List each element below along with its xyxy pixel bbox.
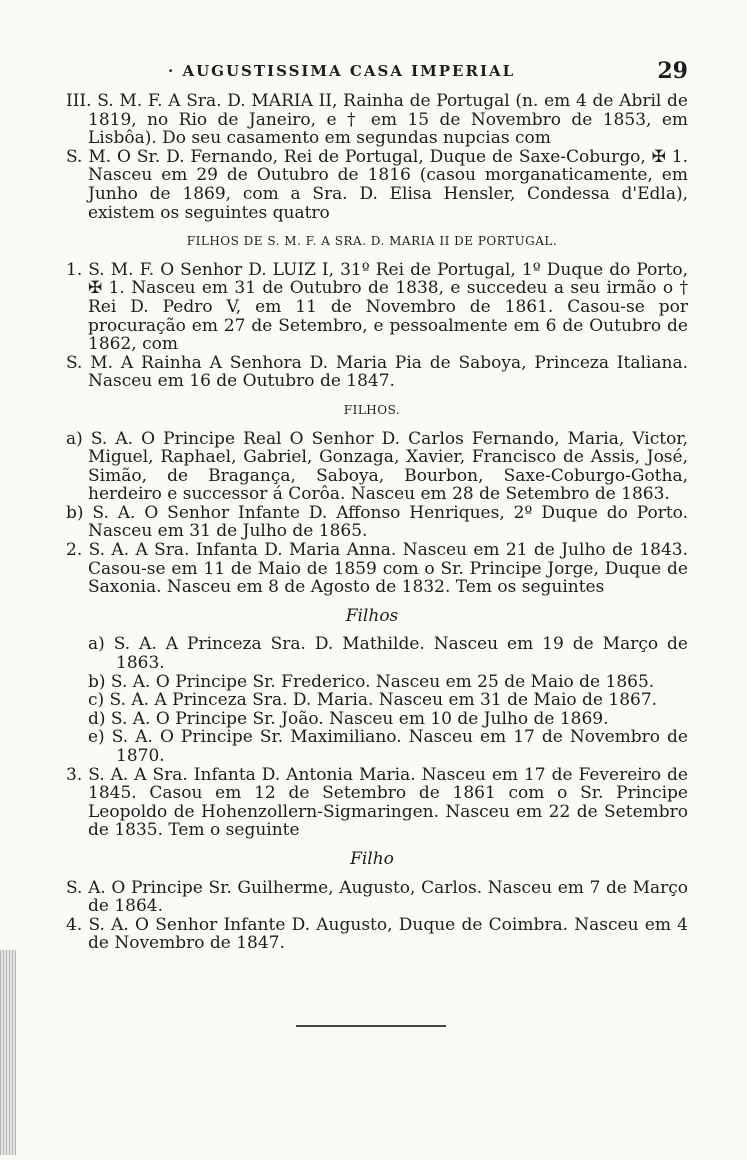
closing-rule bbox=[296, 1025, 446, 1027]
entry-augusto: 4. S. A. O Senhor Infante D. Augusto, Duque de Coimbra. Nasceu em 4 de Novembro de 1847. bbox=[66, 914, 688, 954]
paragraph-fernando: S. M. O Sr. D. Fernando, Rei de Portugal, Duque de Saxe-Coburgo, ✠ 1. Nasceu em 29 de Outubro de 1816 (casou morganaticamente, em Junho de 1869, com a Sra. D. Elisa Hensler, Condessa d'Edla), existem os seguintes quatro bbox=[66, 146, 688, 223]
child-heading-italic: Filho bbox=[350, 848, 394, 869]
page-body bbox=[56, 92, 688, 953]
page-number: 29 bbox=[657, 58, 688, 84]
child-entry: b) S. A. O Senhor Infante D. Affonso Henriques, 2º Duque do Porto. Nasceu em 31 de Julho de 1865. bbox=[66, 502, 688, 542]
page-edge-shadow bbox=[0, 950, 16, 1155]
child-entry: c) S. A. A Princeza Sra. D. Maria. Nasceu em 31 de Maio de 1867. bbox=[88, 690, 658, 711]
child-entry: b) S. A. O Principe Sr. Frederico. Nasceu em 25 de Maio de 1865. bbox=[88, 671, 655, 692]
child-entry: S. A. O Principe Sr. Guilherme, Augusto, Carlos. Nasceu em 7 de Março de 1864. bbox=[66, 877, 688, 917]
children-heading-italic: Filhos bbox=[345, 605, 399, 626]
page-header bbox=[56, 58, 688, 88]
entry-maria-pia: S. M. A Rainha A Senhora D. Maria Pia de Saboya, Princeza Italiana. Nasceu em 16 de Outubro de 1847. bbox=[66, 352, 688, 392]
child-entry: d) S. A. O Principe Sr. João. Nasceu em 10 de Julho de 1869. bbox=[88, 708, 609, 729]
paragraph-maria-ii: III. S. M. F. A Sra. D. MARIA II, Rainha de Portugal (n. em 4 de Abril de 1819, no Rio de Janeiro, e † em 15 de Novembro de 1853, em Lisbôa). Do seu casamento em segundas nupcias com bbox=[66, 91, 688, 149]
child-entry: a) S. A. O Principe Real O Senhor D. Carlos Fernando, Maria, Victor, Miguel, Raphael, Gabriel, Gonzaga, Xavier, Francisco de Assis, José, Simão, de Bragança, Saboya, Bourbon, Saxe-Coburgo-Gotha, herdeiro e successor á Corôa. Nasceu em 28 de Setembro de 1863. bbox=[66, 428, 688, 505]
entry-antonia-maria: 3. S. A. A Sra. Infanta D. Antonia Maria. Nasceu em 17 de Fevereiro de 1845. Casou em 12 de Setembro de 1861 com o Sr. Principe Leopoldo de Hohenzollern-Sigmaringen. Nasceu em 22 de Setembro de 1835. Tem o seguinte bbox=[66, 764, 688, 841]
entry-maria-anna: 2. S. A. A Sra. Infanta D. Maria Anna. Nasceu em 21 de Julho de 1843. Casou-se em 11 de Maio de 1859 com o Sr. Principe Jorge, Duque de Saxonia. Nasceu em 8 de Agosto de 1832. Tem os seguintes bbox=[66, 540, 688, 598]
section-heading: FILHOS DE S. M. F. A SRA. D. MARIA II DE PORTUGAL. bbox=[186, 234, 558, 249]
child-entry: e) S. A. O Principe Sr. Maximiliano. Nasceu em 17 de Novembro de 1870. bbox=[88, 727, 688, 766]
running-title: · AUGUSTISSIMA CASA IMPERIAL bbox=[168, 62, 516, 80]
entry-luiz: 1. S. M. F. O Senhor D. LUIZ I, 31º Rei de Portugal, 1º Duque do Porto, ✠ 1. Nasceu em 31 de Outubro de 1838, e succedeu a seu irmão o † Rei D. Pedro V, em 11 de Novembro de 1861. Casou-se por procuração em 27 de Setembro, e pessoalmente em 6 de Outubro de 1862, com bbox=[66, 259, 688, 355]
child-entry: a) S. A. A Princeza Sra. D. Mathilde. Nasceu em 19 de Março de 1863. bbox=[88, 634, 688, 674]
children-heading: FILHOS. bbox=[343, 402, 401, 417]
